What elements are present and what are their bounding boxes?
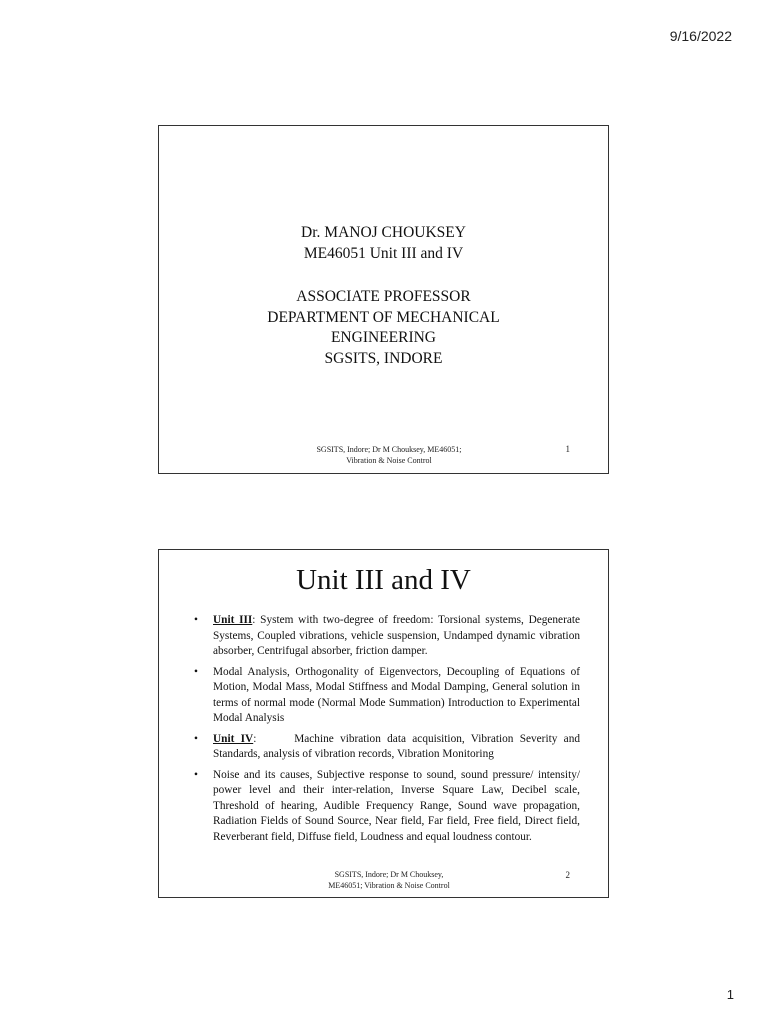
list-item — [194, 665, 580, 727]
institute-name: SGSITS, INDORE — [324, 349, 443, 367]
slide-number: 1 — [565, 444, 570, 454]
bullet-text: Modal Analysis, Orthogonality of Eigenvectors, Decoupling of Equations of Motion, Modal Mass, Modal Stiffness and Modal Damping, General solution in terms of normal mode (Normal Mode Summation) Introduction to Experimental Modal Analysis — [213, 665, 580, 724]
list-item — [194, 768, 580, 846]
slide-footer — [299, 869, 479, 891]
footer-line-2: ME46051; Vibration & Noise Control — [328, 881, 450, 890]
unit-label: Unit III — [213, 614, 253, 626]
list-item — [194, 732, 583, 763]
unit-label: Unit IV — [213, 732, 254, 745]
presenter-block — [159, 223, 608, 264]
print-page-number: 1 — [726, 987, 734, 1002]
slide-number: 2 — [565, 870, 570, 880]
syllabus-list — [194, 613, 583, 850]
presenter-name: Dr. MANOJ CHOUKSEY — [301, 224, 466, 241]
slide-2 — [158, 549, 609, 898]
footer-line-2: Vibration & Noise Control — [346, 456, 432, 465]
print-date: 9/16/2022 — [669, 28, 732, 44]
course-title: ME46051 Unit III and IV — [303, 244, 464, 262]
department-line-1: DEPARTMENT OF MECHANICAL — [267, 308, 500, 326]
bullet-text: Noise and its causes, Subjective response to sound, sound pressure/ intensity/ power level and their inter-relation, Inverse Square Law, Decibel scale, Threshold of hearing, Audible Frequency Range, Sound wave propagation, Radiation Fields of Sound Source, Near field, Far field, Free field, Direct field, Reverberant field, Diffuse field, Loudness and equal loudness contour. — [213, 768, 580, 843]
bullet-text: : System with two-degree of freedom: Torsional systems, Degenerate Systems, Coupled vibrations, vehicle suspension, Undamped dynamic vibration absorber, Centrifugal absorber, friction damper. — [213, 614, 580, 657]
footer-line-1: SGSITS, Indore; Dr M Chouksey, — [334, 870, 444, 879]
slide-title: Unit III and IV — [296, 564, 471, 596]
footer-line-1: SGSITS, Indore; Dr M Chouksey, ME46051; — [316, 445, 462, 454]
affiliation-block — [159, 287, 608, 369]
department-line-2: ENGINEERING — [330, 329, 437, 346]
list-item — [194, 613, 580, 660]
job-title: ASSOCIATE PROFESSOR — [296, 288, 471, 305]
slide-1 — [158, 125, 609, 474]
slide-footer — [299, 444, 479, 466]
bullet-text: : Machine vibration data acquisition, Vibration Severity and Standards, analysis of vibration records, Vibration Monitoring — [213, 732, 583, 760]
